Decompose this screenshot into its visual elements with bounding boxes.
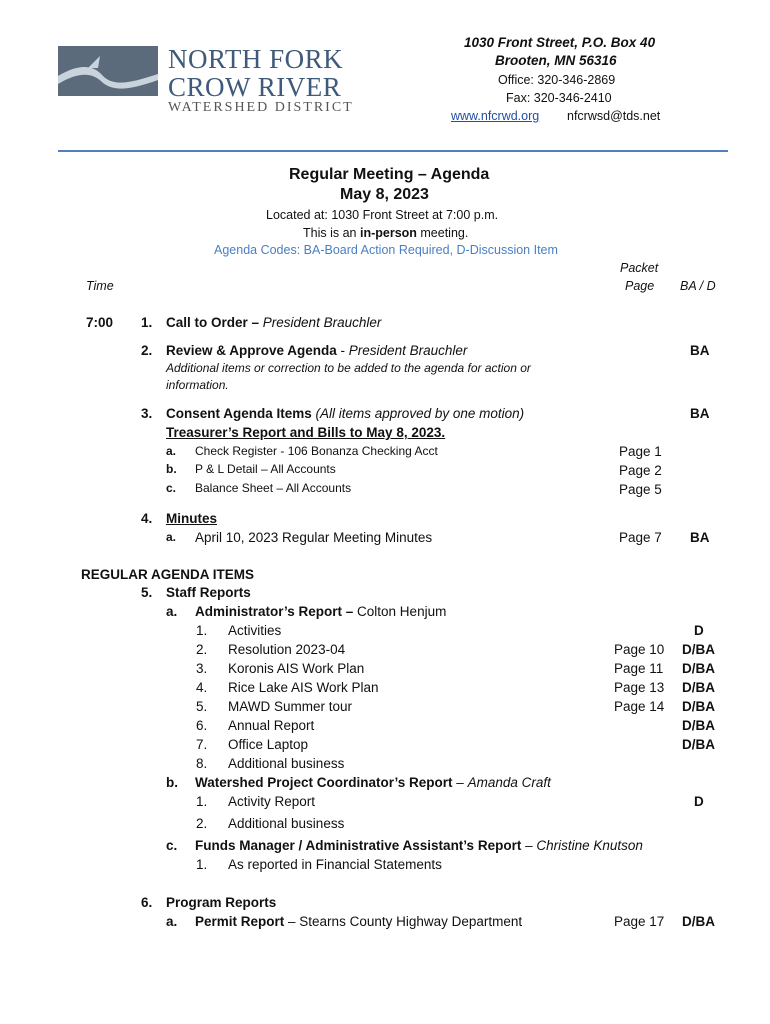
item2-note2: information. xyxy=(166,378,229,392)
item5c-letter: c. xyxy=(166,838,178,853)
admin-item-text: Additional business xyxy=(228,756,345,771)
admin-item-text: Rice Lake AIS Work Plan xyxy=(228,680,379,695)
item2-code: BA xyxy=(690,343,710,358)
admin-item-code: D/BA xyxy=(682,642,715,657)
river-logo-icon xyxy=(58,46,158,96)
wpc-item-text: Activity Report xyxy=(228,794,316,809)
item4: Minutes xyxy=(166,511,218,526)
admin-item-text: Koronis AIS Work Plan xyxy=(228,661,365,676)
admin-item-number: 6. xyxy=(196,718,208,733)
address-city: Brooten, MN 56316 xyxy=(495,53,617,68)
logo-line1: NORTH FORK xyxy=(168,44,344,74)
regular-agenda-heading: REGULAR AGENDA ITEMS xyxy=(81,567,255,582)
admin-item-code: D/BA xyxy=(682,699,715,714)
admin-item-number: 5. xyxy=(196,699,208,714)
item5a-letter: a. xyxy=(166,604,178,619)
item6a-code: D/BA xyxy=(682,914,715,929)
item4a-page: Page 7 xyxy=(619,530,662,545)
item6a: Permit Report – Stearns County Highway Department xyxy=(195,914,523,929)
item5-number: 5. xyxy=(141,585,153,600)
item2: Review & Approve Agenda - President Brauchler xyxy=(166,343,468,358)
item2-note1: Additional items or correction to be added to the agenda for action or xyxy=(166,361,531,375)
col-time: Time xyxy=(86,279,114,293)
wpc-item-number: 2. xyxy=(196,816,208,831)
funds-item-text: As reported in Financial Statements xyxy=(228,857,442,872)
item1-number: 1. xyxy=(141,315,153,330)
item6-number: 6. xyxy=(141,895,153,910)
item3b: P & L Detail – All Accounts xyxy=(195,462,336,476)
website-link[interactable]: www.nfcrwd.org xyxy=(451,109,540,123)
admin-item-code: D xyxy=(694,623,704,638)
admin-item-number: 1. xyxy=(196,623,208,638)
item3-code: BA xyxy=(690,406,710,421)
admin-item-code: D/BA xyxy=(682,718,715,733)
item3c-page: Page 5 xyxy=(619,482,662,497)
item4a: April 10, 2023 Regular Meeting Minutes xyxy=(195,530,433,545)
meeting-type: This is an in-person meeting. xyxy=(303,226,469,240)
address-office: Office: 320-346-2869 xyxy=(498,73,616,87)
admin-item-code: D/BA xyxy=(682,661,715,676)
item4-code: BA xyxy=(690,530,710,545)
admin-item-number: 3. xyxy=(196,661,208,676)
item5a: Administrator’s Report – Colton Henjum xyxy=(195,604,447,619)
item3c-letter: c. xyxy=(166,481,177,495)
item6: Program Reports xyxy=(166,895,277,910)
item4a-letter: a. xyxy=(166,530,177,544)
admin-item-text: MAWD Summer tour xyxy=(228,699,353,714)
item3a: Check Register - 106 Bonanza Checking Acct xyxy=(195,444,438,458)
item3a-letter: a. xyxy=(166,444,177,458)
item3a-page: Page 1 xyxy=(619,444,662,459)
item5b: Watershed Project Coordinator’s Report – Amanda Craft xyxy=(195,775,551,790)
item2-number: 2. xyxy=(141,343,153,358)
admin-item-number: 4. xyxy=(196,680,208,695)
item3c: Balance Sheet – All Accounts xyxy=(195,481,352,495)
item4-number: 4. xyxy=(141,511,153,526)
admin-item-text: Office Laptop xyxy=(228,737,309,752)
start-time: 7:00 xyxy=(86,315,114,330)
item6a-letter: a. xyxy=(166,914,178,929)
item6a-page: Page 17 xyxy=(614,914,665,929)
admin-item-number: 7. xyxy=(196,737,208,752)
item5: Staff Reports xyxy=(166,585,251,600)
logo-line3: WATERSHED DISTRICT xyxy=(168,100,354,115)
agenda-date: May 8, 2023 xyxy=(340,186,429,203)
admin-item-text: Annual Report xyxy=(228,718,315,733)
wpc-item-text: Additional business xyxy=(228,816,345,831)
admin-item-number: 2. xyxy=(196,642,208,657)
col-page: Page xyxy=(625,279,655,293)
item3-number: 3. xyxy=(141,406,153,421)
funds-item-number: 1. xyxy=(196,857,208,872)
admin-item-code: D/BA xyxy=(682,737,715,752)
admin-item-page: Page 13 xyxy=(614,680,665,695)
admin-item-text: Resolution 2023-04 xyxy=(228,642,346,657)
item3b-letter: b. xyxy=(166,462,177,476)
admin-item-page: Page 10 xyxy=(614,642,665,657)
wpc-item-number: 1. xyxy=(196,794,208,809)
item1: Call to Order – President Brauchler xyxy=(166,315,382,330)
logo-line2: CROW RIVER xyxy=(168,72,342,102)
item5b-letter: b. xyxy=(166,775,178,790)
admin-item-number: 8. xyxy=(196,756,208,771)
address-fax: Fax: 320-346-2410 xyxy=(506,91,612,105)
wpc-item-code: D xyxy=(694,794,704,809)
admin-item-page: Page 11 xyxy=(614,661,664,676)
agenda-title: Regular Meeting – Agenda xyxy=(289,166,490,183)
item3-subtitle: Treasurer’s Report and Bills to May 8, 2023. xyxy=(166,425,446,440)
admin-item-page: Page 14 xyxy=(614,699,665,714)
agenda-codes: Agenda Codes: BA-Board Action Required, D-Discussion Item xyxy=(214,243,558,257)
address-street: 1030 Front Street, P.O. Box 40 xyxy=(464,35,656,50)
item5c: Funds Manager / Administrative Assistant’s Report – Christine Knutson xyxy=(195,838,643,853)
meeting-location: Located at: 1030 Front Street at 7:00 p.m. xyxy=(266,208,499,222)
item3: Consent Agenda Items (All items approved by one motion) xyxy=(166,406,525,421)
admin-item-code: D/BA xyxy=(682,680,715,695)
item3b-page: Page 2 xyxy=(619,463,662,478)
header-divider xyxy=(58,150,728,152)
col-code: BA / D xyxy=(680,279,716,293)
col-packet: Packet xyxy=(620,261,659,275)
address-email: nfcrwsd@tds.net xyxy=(567,109,661,123)
logo-graphic xyxy=(58,46,158,96)
admin-item-text: Activities xyxy=(228,623,282,638)
